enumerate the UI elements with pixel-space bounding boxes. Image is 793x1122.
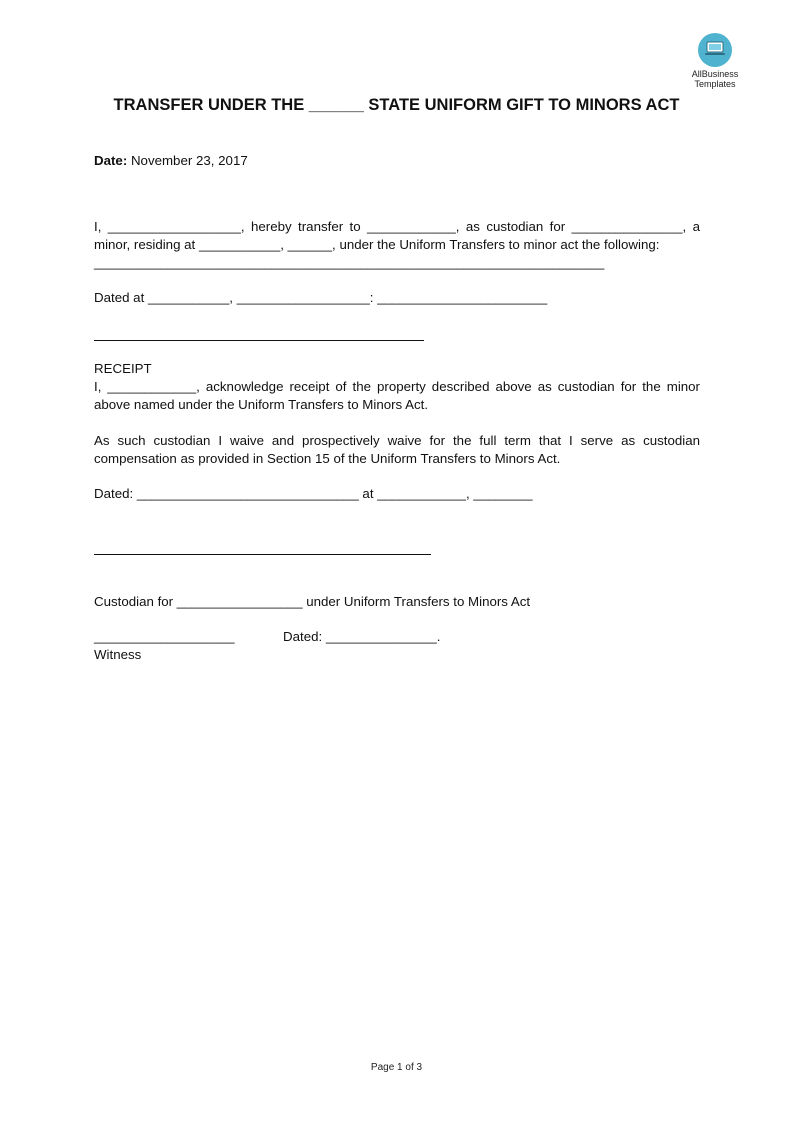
logo-line-1: AllBusiness	[691, 69, 739, 79]
receipt-heading: RECEIPT	[94, 361, 152, 376]
receipt-paragraph	[94, 378, 700, 414]
date-value: November 23, 2017	[127, 153, 248, 168]
transfer-line-1: I, __________________, hereby transfer to ____________, as custodian for _______________, a	[94, 219, 700, 234]
brand-logo	[688, 33, 742, 89]
laptop-icon	[698, 33, 732, 67]
witness-dated: Dated: _______________.	[283, 629, 441, 644]
date-line	[94, 152, 248, 170]
waiver-paragraph	[94, 432, 700, 468]
transfer-line-2: minor, residing at ___________, ______, under the Uniform Transfers to minor act the following:	[94, 237, 660, 252]
document-title: TRANSFER UNDER THE ______ STATE UNIFORM GIFT TO MINORS ACT	[113, 96, 680, 114]
page-footer: Page 1 of 3	[370, 1062, 423, 1073]
logo-line-2: Templates	[694, 79, 736, 89]
dated-at-line: Dated at ___________, __________________: _______________________	[94, 290, 548, 305]
transfer-line-3: _____________________________________________________________________	[94, 255, 605, 270]
receipt-line-1: I, ____________, acknowledge receipt of the property described above as custodian for the minor	[94, 379, 700, 394]
witness-blank: ___________________	[94, 629, 235, 644]
waiver-line-1: As such custodian I waive and prospectively waive for the full term that I serve as custodian	[94, 433, 700, 448]
custodian-for-line: Custodian for _________________ under Uniform Transfers to Minors Act	[94, 594, 531, 609]
transferor-signature-line	[94, 340, 424, 341]
dated-line-2: Dated: ______________________________ at ____________, ________	[94, 486, 533, 501]
witness-label: Witness	[94, 647, 142, 662]
waiver-line-2: compensation as provided in Section 15 of the Uniform Transfers to Minors Act.	[94, 451, 561, 466]
custodian-signature-line	[94, 554, 431, 555]
transfer-paragraph	[94, 218, 700, 254]
receipt-line-2: above named under the Uniform Transfers to Minors Act.	[94, 397, 429, 412]
date-label: Date:	[94, 153, 128, 168]
